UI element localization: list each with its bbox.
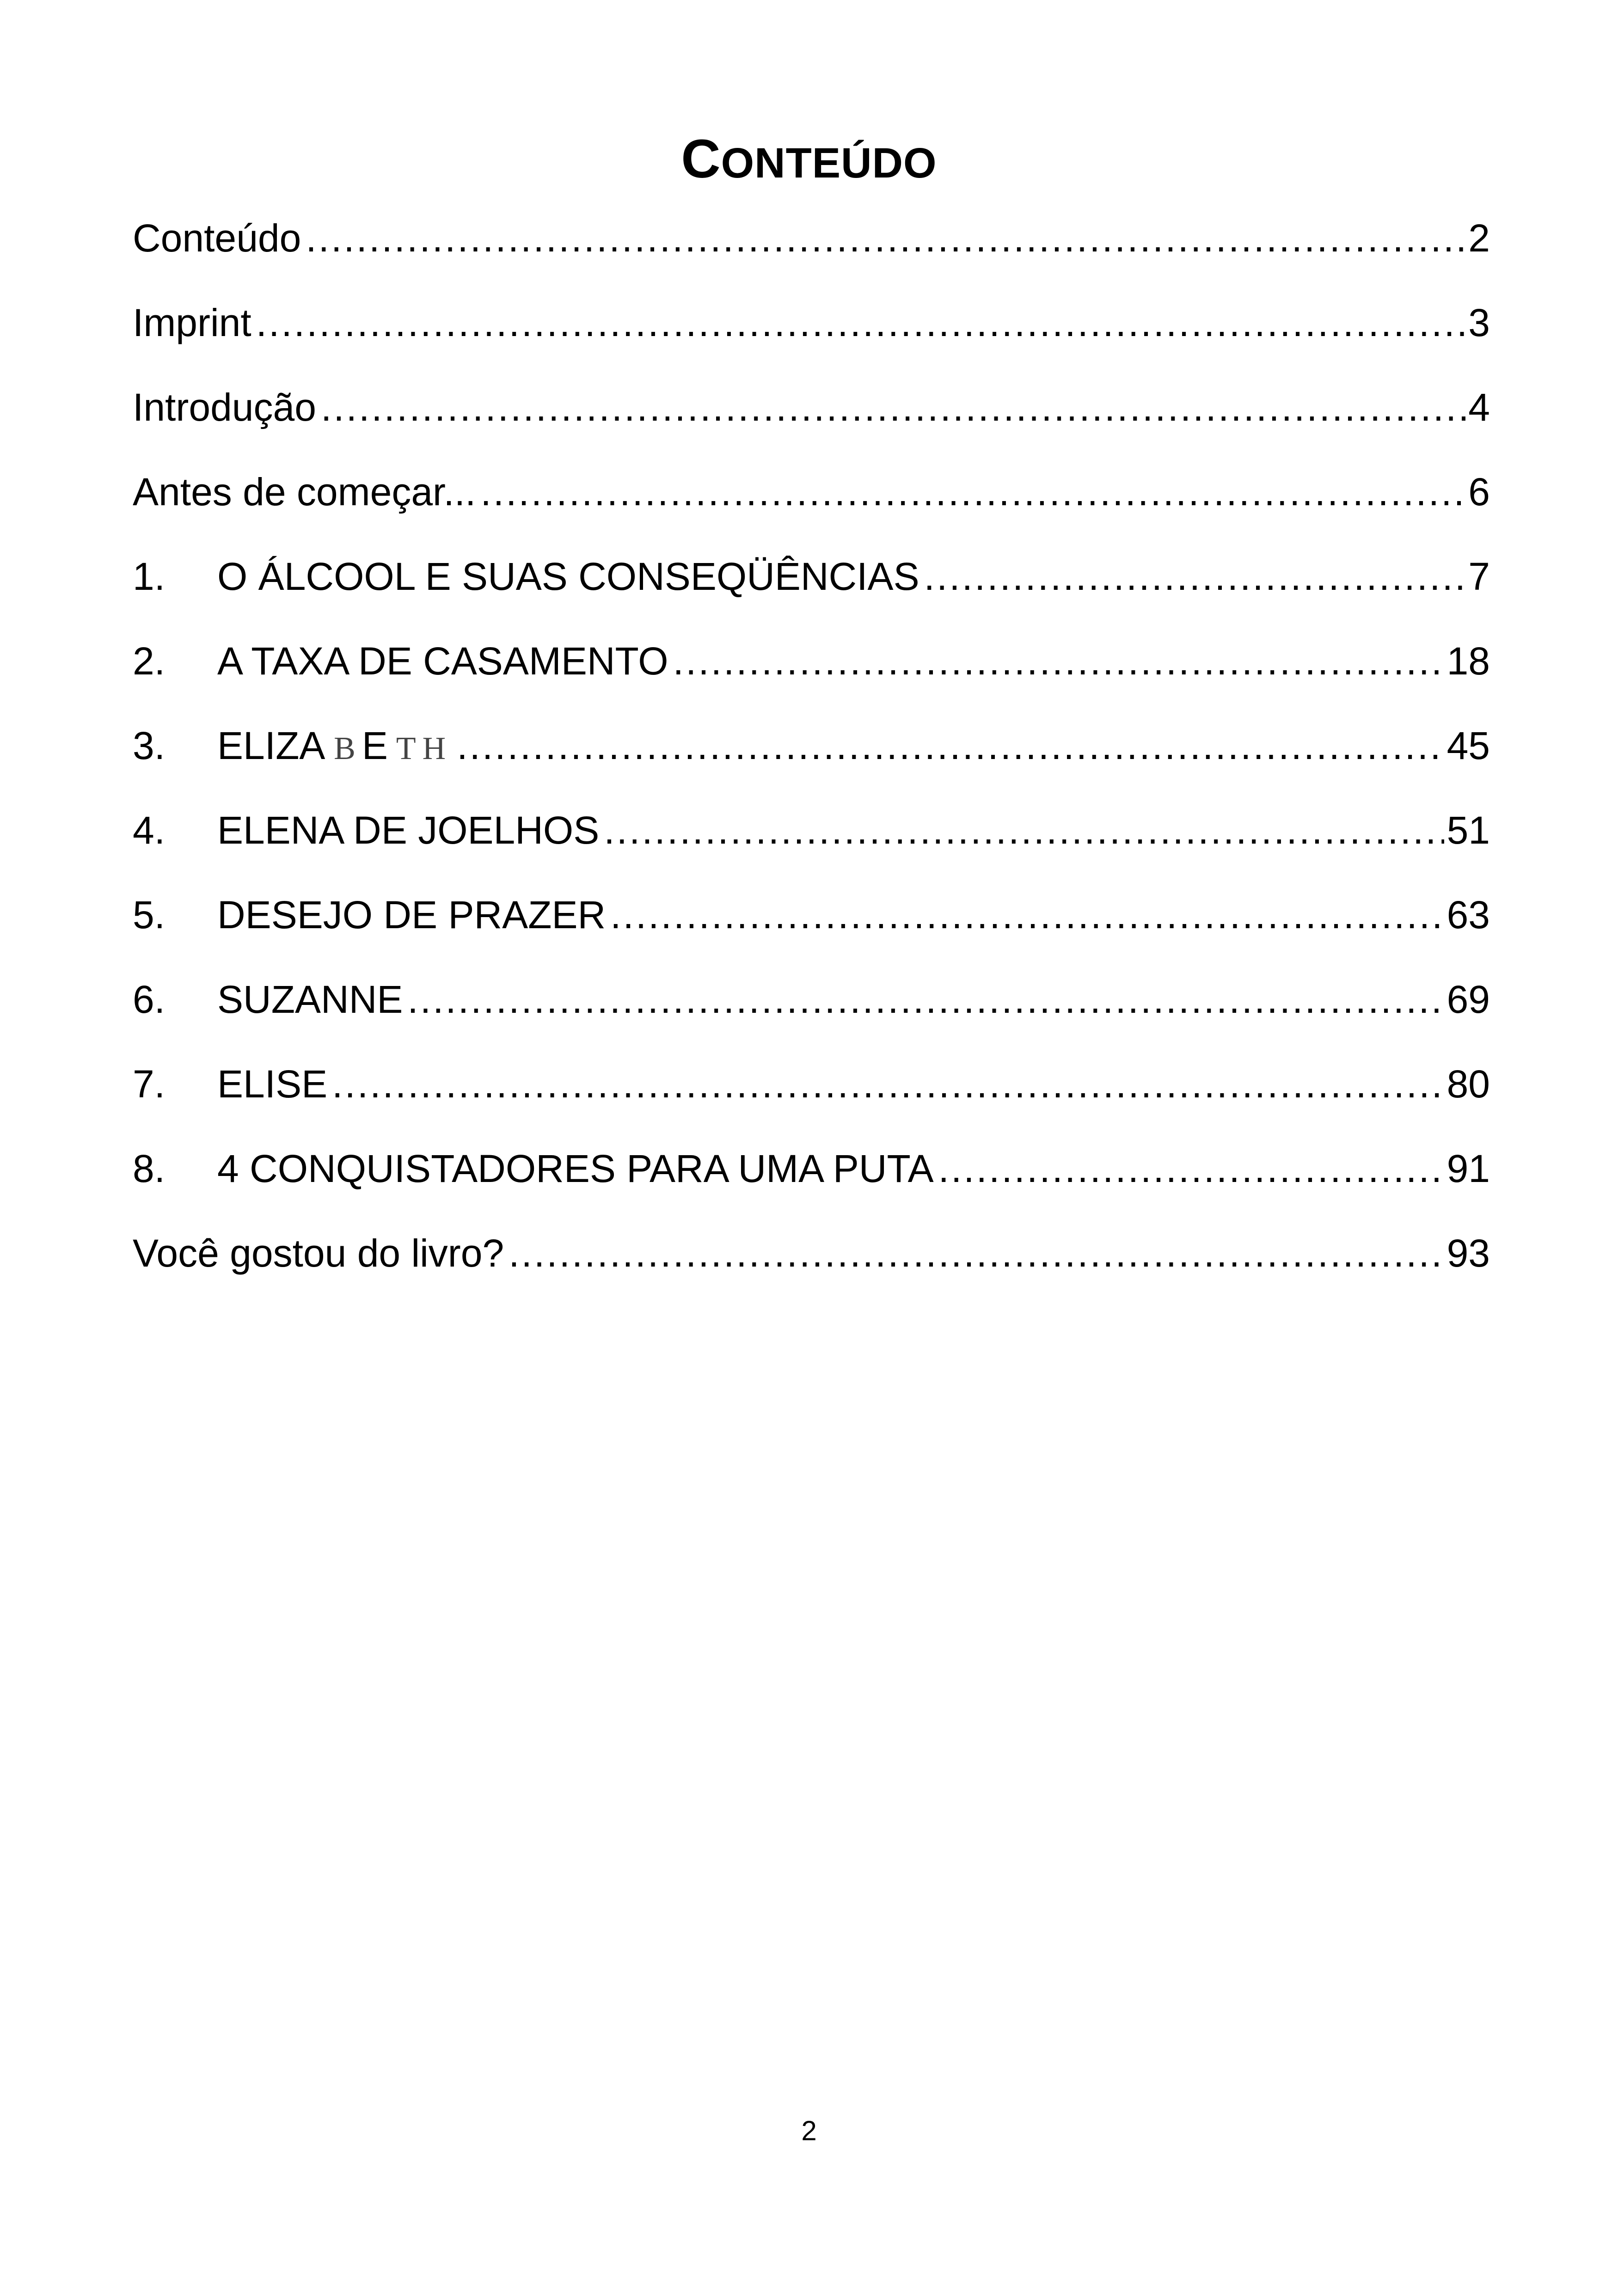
- toc-title: [0, 124, 1618, 198]
- page-number: 2: [801, 2115, 817, 2146]
- toc-entry-chapter-6[interactable]: [133, 965, 1490, 1049]
- toc-entry-label: Imprint: [133, 301, 251, 344]
- toc-entry-chapter-1[interactable]: [133, 542, 1490, 626]
- toc-entry-label: Conteúdo: [133, 216, 301, 260]
- toc-entry-chapter-8[interactable]: [133, 1134, 1490, 1218]
- toc-entry-chapter-4[interactable]: [133, 796, 1490, 880]
- toc-title-initial: C: [681, 129, 721, 190]
- toc-dot-leader: [604, 805, 1444, 856]
- toc-entry-label: A TAXA DE CASAMENTO: [217, 639, 668, 683]
- toc-label-part-serif: TH: [396, 731, 453, 766]
- toc-title-rest: ONTEÚDO: [721, 140, 937, 187]
- toc-label-part: E: [362, 724, 388, 767]
- toc-dot-leader: [457, 720, 1444, 771]
- toc-entry-page: 6: [1468, 470, 1490, 514]
- toc-entry-page: 93: [1446, 1231, 1490, 1275]
- toc-entry-antes-de-comecar[interactable]: [133, 457, 1490, 542]
- toc-entry-chapter-7[interactable]: [133, 1049, 1490, 1134]
- toc-dot-leader: [321, 382, 1465, 433]
- toc-entry-page: 18: [1446, 639, 1490, 683]
- toc-entry-page: 51: [1446, 808, 1490, 852]
- toc-entry-label: [217, 720, 452, 774]
- toc-entry-label: Antes de começar...: [133, 470, 476, 514]
- toc-dot-leader: [938, 1143, 1444, 1194]
- toc-entry-page: 69: [1446, 978, 1490, 1021]
- toc-entry-introducao[interactable]: [133, 373, 1490, 457]
- toc-entry-label: SUZANNE: [217, 978, 403, 1021]
- toc-entry-number: 2.: [133, 639, 165, 683]
- toc-entry-label: Introdução: [133, 386, 316, 429]
- toc-entry-page: 91: [1446, 1147, 1490, 1190]
- toc-entry-number: 8.: [133, 1147, 165, 1190]
- toc-dot-leader: [407, 974, 1444, 1025]
- toc-entry-page: 63: [1446, 893, 1490, 937]
- toc-entry-number: 5.: [133, 893, 165, 937]
- toc-dot-leader: [610, 889, 1444, 940]
- toc-entry-label: ELISE: [217, 1062, 328, 1106]
- toc-entry-number: 4.: [133, 808, 165, 852]
- toc-entry-chapter-2[interactable]: [133, 626, 1490, 711]
- toc-dot-leader: [332, 1059, 1444, 1109]
- toc-entry-chapter-3[interactable]: [133, 711, 1490, 796]
- toc-entry-chapter-5[interactable]: [133, 880, 1490, 965]
- toc-entry-number: 3.: [133, 724, 165, 767]
- toc-entry-number: 1.: [133, 555, 165, 598]
- toc-entry-page: 45: [1446, 724, 1490, 767]
- toc-label-part-serif: B: [334, 731, 362, 766]
- toc-entry-page: 3: [1468, 301, 1490, 344]
- toc-dot-leader: [509, 1228, 1444, 1279]
- toc-entry-number: 6.: [133, 978, 165, 1021]
- toc-entry-conteudo[interactable]: [133, 203, 1490, 288]
- toc-dot-leader: [256, 297, 1466, 348]
- toc-entry-page: 80: [1446, 1062, 1490, 1106]
- toc-label-part: ELIZA: [217, 724, 323, 767]
- toc-entry-number: 7.: [133, 1062, 165, 1106]
- toc-entry-label: ELENA DE JOELHOS: [217, 808, 600, 852]
- toc-entry-page: 2: [1468, 216, 1490, 260]
- toc-entry-page: 4: [1468, 386, 1490, 429]
- table-of-contents: [133, 203, 1490, 1303]
- toc-entry-voce-gostou[interactable]: [133, 1218, 1490, 1303]
- toc-entry-label: Você gostou do livro?: [133, 1231, 504, 1275]
- toc-entry-label: O ÁLCOOL E SUAS CONSEQÜÊNCIAS: [217, 555, 919, 598]
- toc-dot-leader: [306, 213, 1465, 263]
- toc-entry-label: 4 CONQUISTADORES PARA UMA PUTA: [217, 1147, 934, 1190]
- toc-dot-leader: [480, 466, 1465, 517]
- toc-entry-page: 7: [1468, 555, 1490, 598]
- toc-dot-leader: [673, 636, 1444, 686]
- toc-dot-leader: [924, 551, 1466, 602]
- toc-entry-label: DESEJO DE PRAZER: [217, 893, 606, 937]
- toc-entry-imprint[interactable]: [133, 288, 1490, 373]
